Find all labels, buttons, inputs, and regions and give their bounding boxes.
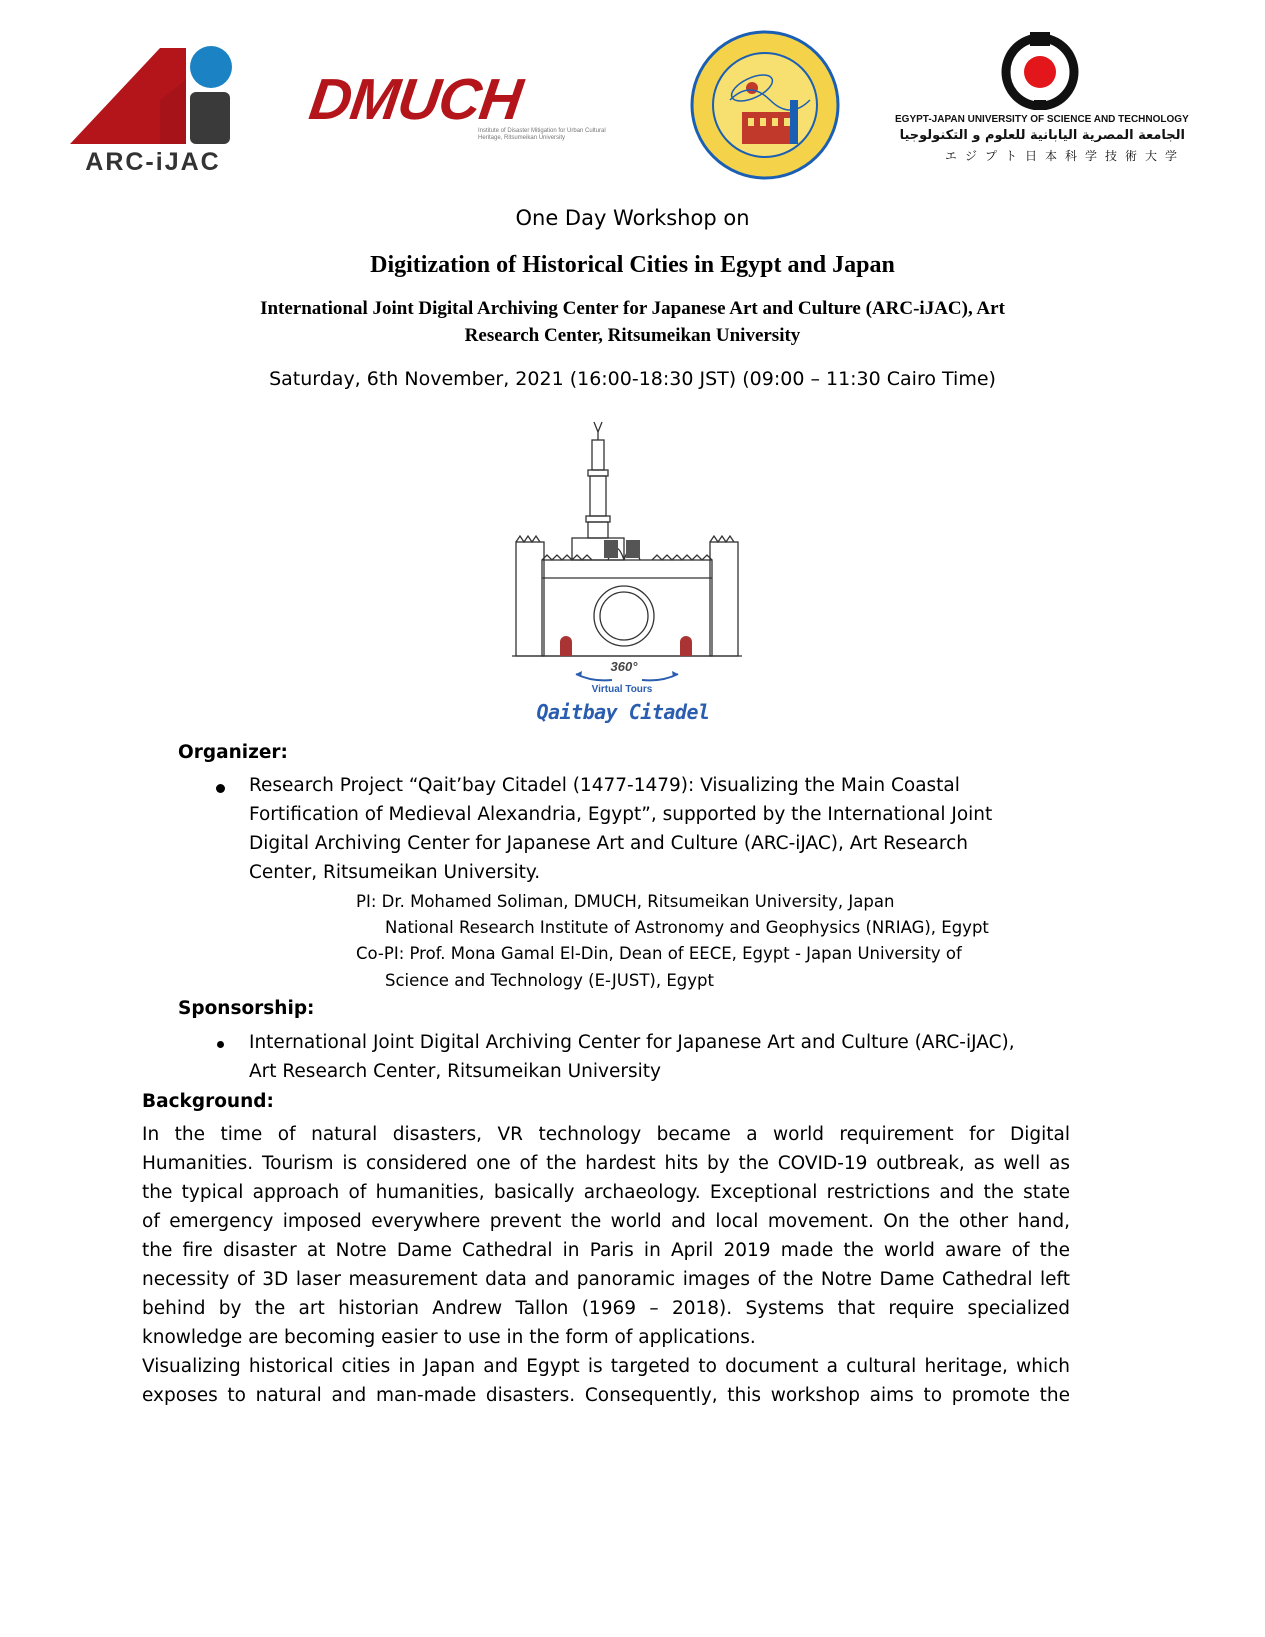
- background-line-10: exposes to natural and man-made disasters. Consequently, this workshop aims to promote the: [142, 1385, 1070, 1406]
- copi-line-1: Co-PI: Prof. Mona Gamal El-Din, Dean of EECE, Egypt - Japan University of: [356, 944, 962, 963]
- background-line-4: of emergency imposed everywhere prevent the world and local movement. On the other hand,: [142, 1211, 1070, 1232]
- sponsorship-heading: Sponsorship:: [178, 998, 315, 1019]
- nriag-seal-icon: [690, 30, 840, 180]
- ejust-emblem-icon: [1000, 30, 1080, 110]
- workshop-date: Saturday, 6th November, 2021 (16:00-18:30 JST) (09:00 – 11:30 Cairo Time): [269, 368, 996, 390]
- citadel-drawing-icon: [512, 418, 742, 668]
- workshop-subtitle-line-2: Research Center, Ritsumeikan University: [464, 325, 801, 346]
- organizer-project-line-3: Digital Archiving Center for Japanese Art and Culture (ARC-iJAC), Art Research: [249, 833, 969, 854]
- organizer-project-line-4: Center, Ritsumeikan University.: [249, 862, 541, 883]
- dmuch-logo-text: DMUCH: [305, 67, 526, 132]
- background-line-3: the typical approach of humanities, basically archaeology. Exceptional restrictions and the state: [142, 1182, 1070, 1203]
- background-line-2: Humanities. Tourism is considered one of the hardest hits by the COVID-19 outbreak, as well as: [142, 1153, 1070, 1174]
- virtual-tours-label: Virtual Tours: [591, 684, 653, 695]
- dmuch-logo-subtitle: Institute of Disaster Mitigation for Urban Cultural Heritage, Ritsumeikan University: [478, 128, 606, 141]
- sponsorship-line-2: Art Research Center, Ritsumeikan University: [249, 1061, 661, 1082]
- background-line-8: knowledge are becoming easier to use in the form of applications.: [142, 1327, 756, 1348]
- organizer-bullet-icon: [216, 784, 225, 793]
- ejust-english-name: EGYPT-JAPAN UNIVERSITY OF SCIENCE AND TECHNOLOGY: [895, 114, 1189, 125]
- ejust-japanese-name: エジプト日本科学技術大学: [944, 149, 1185, 163]
- organizer-project-line-1: Research Project “Qait’bay Citadel (1477-1479): Visualizing the Main Coastal: [249, 775, 960, 796]
- background-line-5: the fire disaster at Notre Dame Cathedral in Paris in April 2019 made the world aware of the: [142, 1240, 1070, 1261]
- organizer-heading: Organizer:: [178, 742, 288, 763]
- qaitbay-citadel-logo: [512, 418, 742, 738]
- arc-ijac-logo-text: ARC-iJAC: [85, 148, 221, 176]
- citadel-360-badge: 360°: [610, 659, 638, 674]
- background-line-6: necessity of 3D laser measurement data and panoramic images of the Notre Dame Cathedral left: [142, 1269, 1070, 1290]
- workshop-subtitle-line-1: International Joint Digital Archiving Center for Japanese Art and Culture (ARC-iJAC), Art: [260, 298, 1005, 319]
- background-heading: Background:: [142, 1091, 274, 1112]
- arc-ijac-logo: [68, 40, 238, 180]
- sponsorship-bullet-icon: [217, 1041, 224, 1048]
- organizer-project-line-2: Fortification of Medieval Alexandria, Egypt”, supported by the International Joint: [249, 804, 993, 825]
- background-line-7: behind by the art historian Andrew Tallon (1969 – 2018). Systems that require specialized: [142, 1298, 1070, 1319]
- ejust-logo: [895, 30, 1189, 170]
- pi-line-2: National Research Institute of Astronomy and Geophysics (NRIAG), Egypt: [385, 918, 989, 937]
- copi-line-2: Science and Technology (E-JUST), Egypt: [385, 971, 714, 990]
- background-line-1: In the time of natural disasters, VR technology became a world requirement for Digital: [142, 1124, 1070, 1145]
- rotation-arrows-icon: [572, 664, 682, 684]
- sponsorship-line-1: International Joint Digital Archiving Center for Japanese Art and Culture (ARC-iJAC),: [249, 1032, 1015, 1053]
- workshop-intro: One Day Workshop on: [515, 206, 750, 230]
- background-paragraph: [142, 1120, 1070, 1410]
- background-line-9: Visualizing historical cities in Japan and Egypt is targeted to document a cultural heritage, which: [142, 1356, 1070, 1377]
- pi-line-1: PI: Dr. Mohamed Soliman, DMUCH, Ritsumeikan University, Japan: [356, 892, 895, 911]
- workshop-title: Digitization of Historical Cities in Egypt and Japan: [370, 252, 895, 278]
- dmuch-logo: [305, 67, 640, 150]
- qaitbay-citadel-name: Qaitbay Citadel: [536, 700, 710, 724]
- ejust-arabic-name: الجامعة المصرية اليابانية للعلوم و التكنولوجيا: [899, 128, 1185, 143]
- nriag-logo: [690, 30, 840, 180]
